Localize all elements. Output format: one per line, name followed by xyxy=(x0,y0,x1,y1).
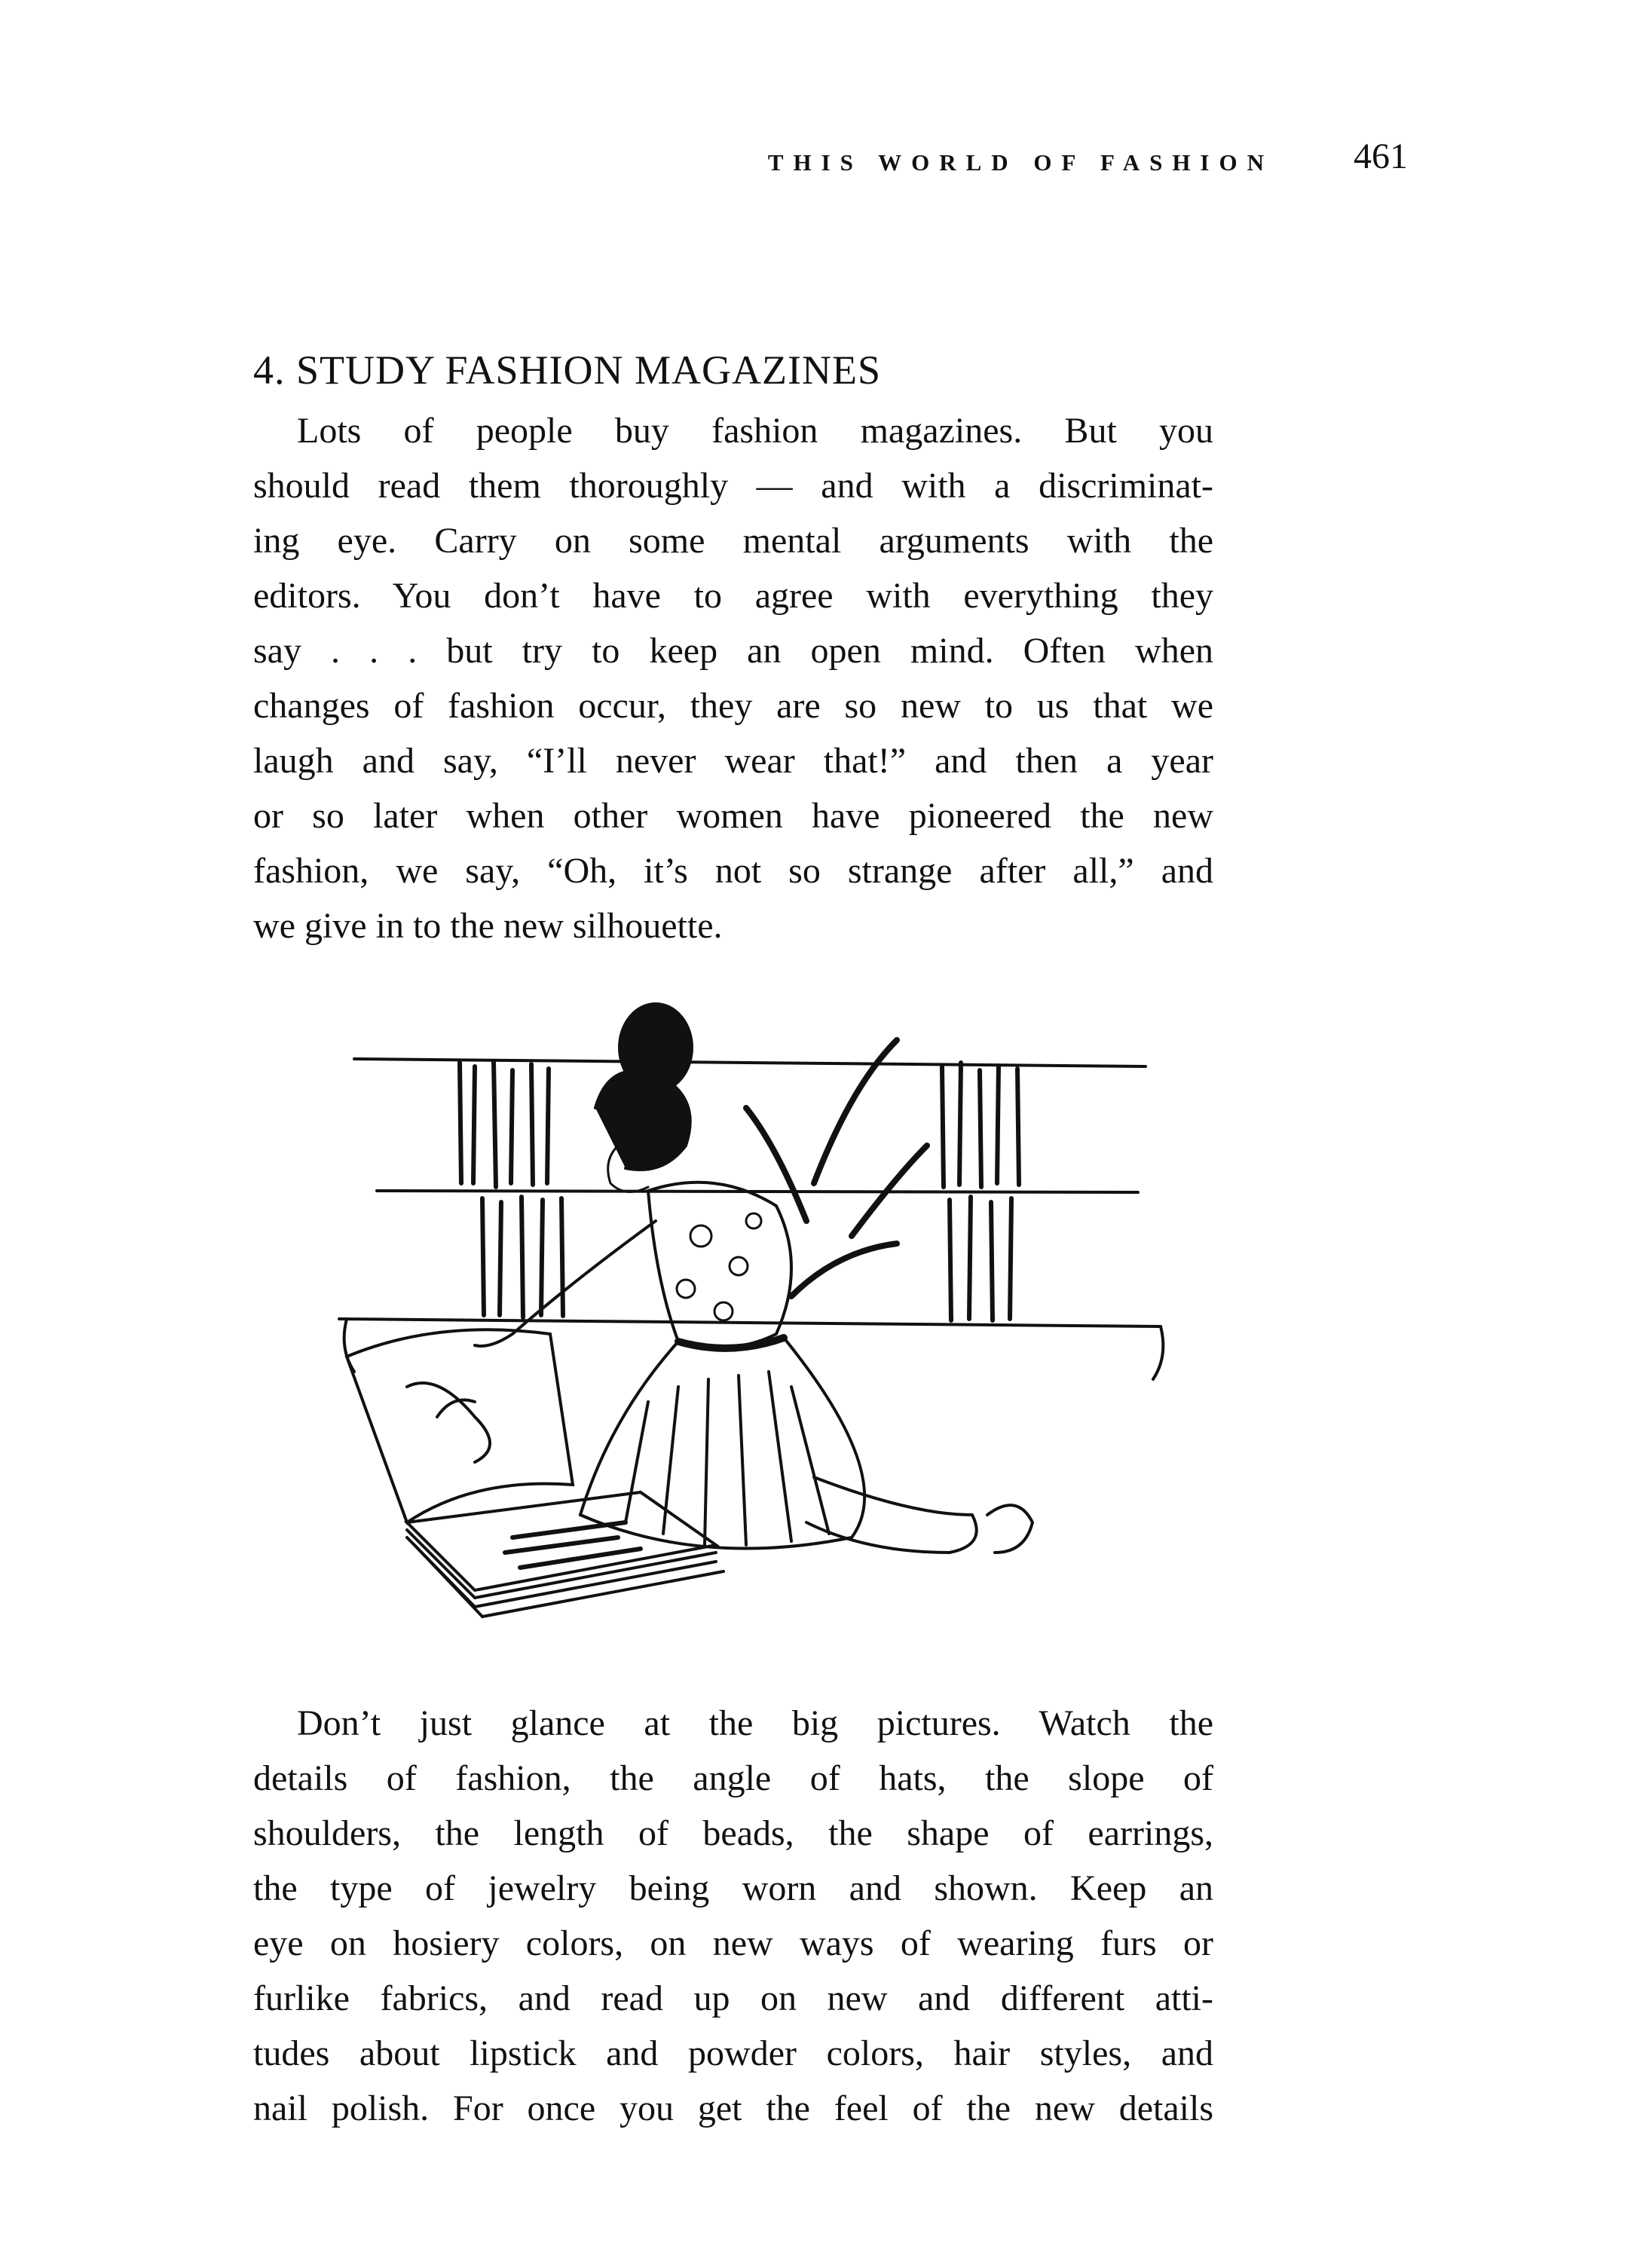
woman-reading-magazines-illustration xyxy=(324,995,1198,1628)
section-heading: 4. STUDY FASHION MAGAZINES xyxy=(253,347,882,393)
running-title: THIS WORLD OF FASHION xyxy=(767,149,1274,176)
paragraph-line: ing eye. Carry on some mental arguments with the xyxy=(253,521,1213,561)
paragraph-line: Lots of people buy fashion magazines. But you xyxy=(297,411,1213,451)
paragraph-line: eye on hosiery colors, on new ways of wearing furs or xyxy=(253,1923,1213,1963)
paragraph-line: editors. You don’t have to agree with everything they xyxy=(253,576,1213,616)
paragraph-line: furlike fabrics, and read up on new and different atti- xyxy=(253,1978,1213,2018)
paragraph-line: tudes about lipstick and powder colors, hair styles, and xyxy=(253,2033,1213,2073)
paragraph-1 xyxy=(253,403,1213,953)
paragraph-line: should read them thoroughly — and with a discriminat- xyxy=(253,466,1213,506)
paragraph-line: details of fashion, the angle of hats, the slope of xyxy=(253,1758,1213,1798)
paragraph-line: nail polish. For once you get the feel of the new details xyxy=(253,2088,1213,2128)
paragraph-line: laugh and say, “I’ll never wear that!” and then a year xyxy=(253,741,1213,781)
paragraph-line: say . . . but try to keep an open mind. Often when xyxy=(253,631,1213,671)
paragraph-line: changes of fashion occur, they are so new to us that we xyxy=(253,686,1213,726)
paragraph-2 xyxy=(253,1696,1213,2136)
paragraph-line: shoulders, the length of beads, the shape of earrings, xyxy=(253,1813,1213,1853)
paragraph-line: the type of jewelry being worn and shown. Keep an xyxy=(253,1868,1213,1908)
page-number: 461 xyxy=(1354,136,1408,176)
paragraph-line: or so later when other women have pioneered the new xyxy=(253,796,1213,836)
paragraph-line: fashion, we say, “Oh, it’s not so strange after all,” and xyxy=(253,851,1213,891)
paragraph-line: we give in to the new silhouette. xyxy=(253,906,723,946)
paragraph-line: Don’t just glance at the big pictures. Watch the xyxy=(297,1703,1213,1743)
